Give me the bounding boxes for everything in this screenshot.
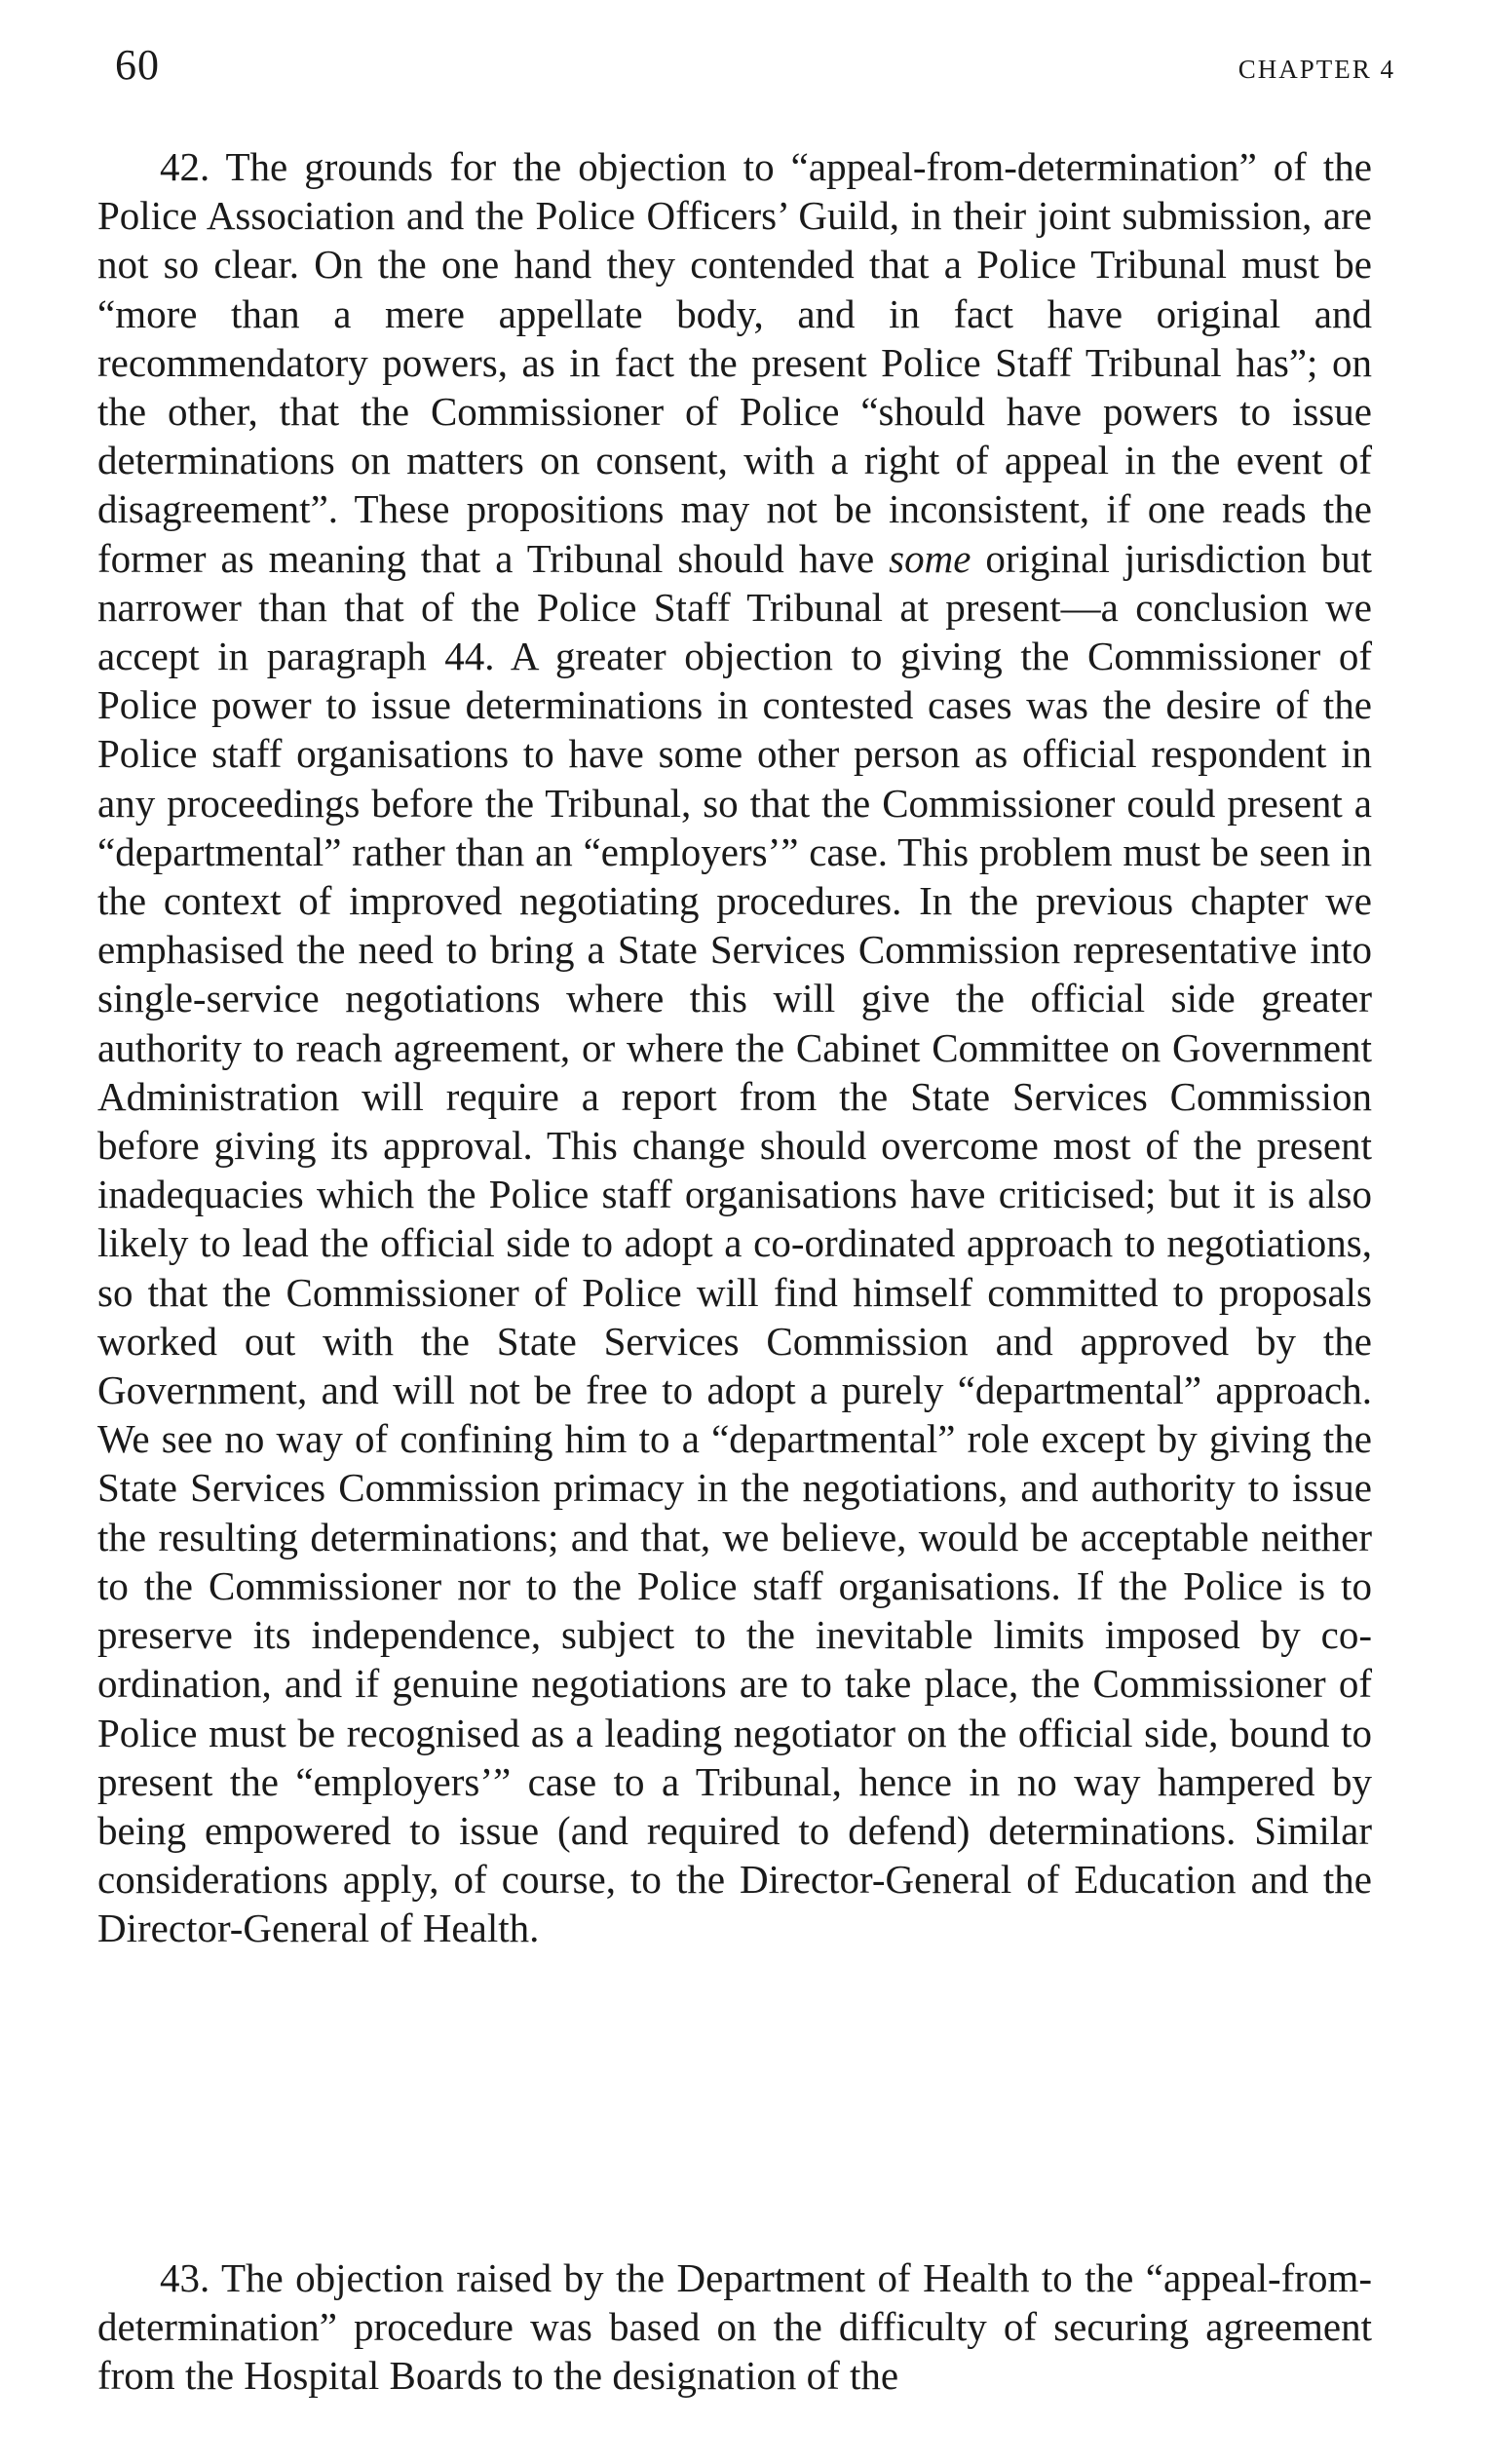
paragraph-number: 43.	[160, 2255, 210, 2300]
paragraph-number: 42.	[160, 144, 210, 189]
paragraph-text-part: The grounds for the objection to “appeal-from-determination” of the Police Association and the Police Officers’ Guild, in their joint submission, are not so clear. On the one hand they contended that a Police Tribunal must be “more than a mere appellate body, and in fact have original and recommendatory powers, as in fact the present Police Staff Tribunal has”; on the other, that the Commissioner of Police “should have powers to issue determinations on matters on consent, with a right of appeal in the event of disagreement”. These propositions may not be inconsistent, if one reads the former as meaning that a Tribunal should have	[97, 144, 1372, 581]
paragraph-text: The objection raised by the Department of Health to the “appeal-from-determination” procedure was based on the difficulty of securing agreement from the Hospital Boards to the designation of the	[97, 2255, 1372, 2399]
paragraph-text-part: original jurisdiction but narrower than that of the Police Staff Tribunal at present—a conclusion we accept in paragraph 44. A greater objection to giving the Commissioner of Police power to issue determinations in contested cases was the desire of the Police staff organisations to have some other person as official respondent in any proceedings before the Tribunal, so that the Commissioner could present a “departmental” rather than an “employers’” case. This problem must be seen in the context of improved negotiating procedures. In the previous chapter we emphasised the need to bring a State Services Commission representative into single-service negotiations where this will give the official side greater authority to reach agreement, or where the Cabinet Committee on Government Administration will require a report from the State Services Commission before giving its approval. This change should overcome most of the present inadequacies which the Police staff organisations have criticised; but it is also likely to lead the official side to adopt a co-ordinated approach to negotiations, so that the Commissioner of Police will find himself committed to proposals worked out with the State Services Commission and approved by the Government, and will not be free to adopt a purely “departmental” approach. We see no way of confining him to a “departmental” role except by giving the State Services Commission primacy in the negotiations, and authority to issue the resulting determinations; and that, we believe, would be acceptable neither to the Commissioner nor to the Police staff organisations. If the Police is to preserve its independence, subject to the inevitable limits imposed by co-ordination, and if genuine negotiations are to take place, the Commissioner of Police must be recognised as a leading negotiator on the official side, bound to present the “employers’” case to a Tribunal, hence in no way hampered by being empowered to issue (and required to defend) determinations. Similar considerations apply, of course, to the Director-General of Education and the Director-General of Health.	[97, 535, 1373, 1951]
page-number: 60	[115, 41, 160, 89]
emphasized-word: some	[889, 535, 971, 581]
paragraph-43	[97, 2253, 1372, 2401]
chapter-heading: CHAPTER 4	[1238, 55, 1395, 84]
paragraph-42	[97, 142, 1372, 1953]
